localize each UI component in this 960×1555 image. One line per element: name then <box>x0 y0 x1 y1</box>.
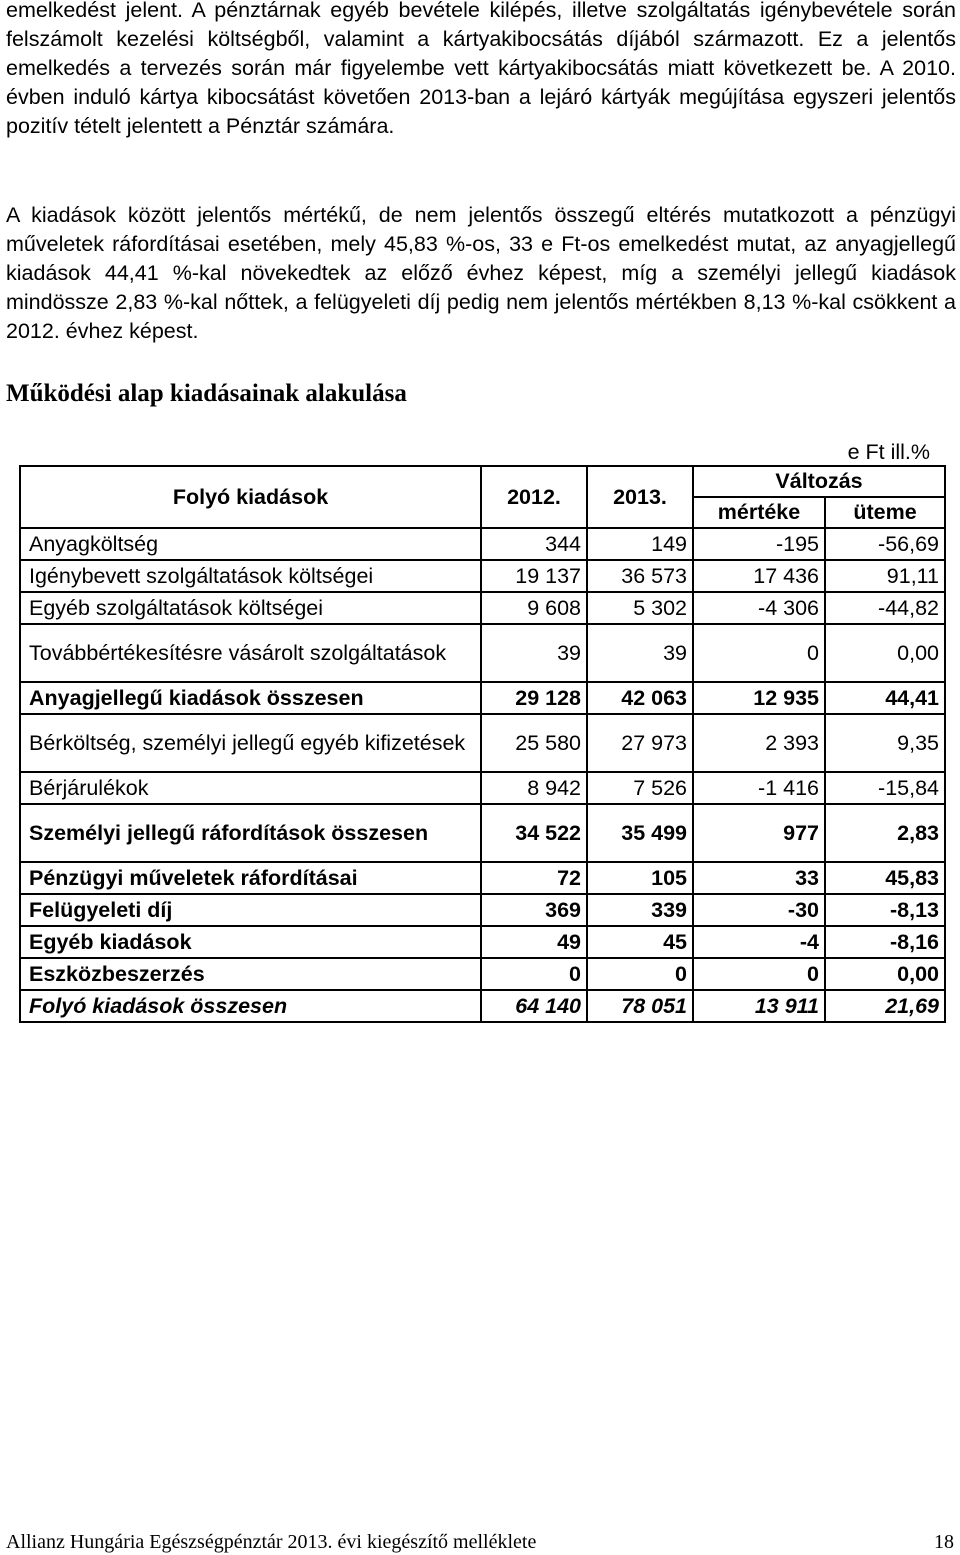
change-rate: 0,00 <box>825 958 945 990</box>
change-rate: -44,82 <box>825 592 945 624</box>
change-amount: 13 911 <box>693 990 825 1022</box>
value-2012: 344 <box>481 528 587 560</box>
table-row <box>20 804 945 862</box>
header-change-amount: mértéke <box>693 497 825 528</box>
row-label: Egyéb kiadások <box>20 926 481 958</box>
value-2013: 39 <box>587 624 693 682</box>
change-rate: 0,00 <box>825 624 945 682</box>
value-2012: 25 580 <box>481 714 587 772</box>
change-amount: 0 <box>693 958 825 990</box>
row-label: Továbbértékesítésre vásárolt szolgáltatások <box>20 624 481 682</box>
table-row <box>20 958 945 990</box>
table-row <box>20 592 945 624</box>
header-change: Változás <box>693 466 945 497</box>
value-2013: 27 973 <box>587 714 693 772</box>
table-row <box>20 990 945 1022</box>
change-rate: 9,35 <box>825 714 945 772</box>
value-2012: 39 <box>481 624 587 682</box>
table-row <box>20 528 945 560</box>
row-label: Folyó kiadások összesen <box>20 990 481 1022</box>
change-rate: 91,11 <box>825 560 945 592</box>
change-rate: 21,69 <box>825 990 945 1022</box>
change-rate: -8,16 <box>825 926 945 958</box>
change-rate: -56,69 <box>825 528 945 560</box>
table-row <box>20 624 945 682</box>
value-2012: 64 140 <box>481 990 587 1022</box>
table-row <box>20 682 945 714</box>
change-amount: -4 306 <box>693 592 825 624</box>
change-amount: 12 935 <box>693 682 825 714</box>
change-amount: 977 <box>693 804 825 862</box>
row-label: Egyéb szolgáltatások költségei <box>20 592 481 624</box>
table-row <box>20 894 945 926</box>
header-year-2012: 2012. <box>481 466 587 528</box>
value-2012: 49 <box>481 926 587 958</box>
change-amount: 17 436 <box>693 560 825 592</box>
table-row <box>20 772 945 804</box>
page-footer <box>6 1530 954 1554</box>
value-2012: 72 <box>481 862 587 894</box>
value-2013: 339 <box>587 894 693 926</box>
unit-note: e Ft ill.% <box>847 440 930 464</box>
row-label: Bérjárulékok <box>20 772 481 804</box>
row-label: Pénzügyi műveletek ráfordításai <box>20 862 481 894</box>
change-amount: -195 <box>693 528 825 560</box>
change-rate: -15,84 <box>825 772 945 804</box>
row-label: Személyi jellegű ráfordítások összesen <box>20 804 481 862</box>
section-title: Működési alap kiadásainak alakulása <box>6 380 407 407</box>
value-2013: 78 051 <box>587 990 693 1022</box>
value-2012: 8 942 <box>481 772 587 804</box>
value-2012: 29 128 <box>481 682 587 714</box>
value-2013: 105 <box>587 862 693 894</box>
change-amount: 2 393 <box>693 714 825 772</box>
header-change-rate: üteme <box>825 497 945 528</box>
table-row <box>20 926 945 958</box>
value-2012: 19 137 <box>481 560 587 592</box>
header-year-2013: 2013. <box>587 466 693 528</box>
table-row <box>20 862 945 894</box>
value-2013: 45 <box>587 926 693 958</box>
table-row <box>20 714 945 772</box>
value-2013: 42 063 <box>587 682 693 714</box>
value-2013: 35 499 <box>587 804 693 862</box>
expenses-table <box>19 465 946 1023</box>
header-label: Folyó kiadások <box>20 466 481 528</box>
value-2012: 0 <box>481 958 587 990</box>
change-amount: 33 <box>693 862 825 894</box>
row-label: Anyagjellegű kiadások összesen <box>20 682 481 714</box>
change-rate: 45,83 <box>825 862 945 894</box>
change-rate: -8,13 <box>825 894 945 926</box>
expenses-paragraph: A kiadások között jelentős mértékű, de nem jelentős összegű eltérés mutatkozott a pénzügyi műveletek ráfordításai esetében, mely 45,83 %-os, 33 e Ft-os emelkedést mutat, az anyagjellegű kiadások 44,41 %-kal növekedtek az előző évhez képest, míg a személyi jellegű kiadások mindössze 2,83 %-kal nőttek, a felügyeleti díj pedig nem jelentős mértékben 8,13 %-kal csökkent a 2012. évhez képest. <box>6 203 956 343</box>
row-label: Igénybevett szolgáltatások költségei <box>20 560 481 592</box>
footer-title: Allianz Hungária Egészségpénztár 2013. évi kiegészítő melléklete <box>6 1531 537 1553</box>
value-2013: 149 <box>587 528 693 560</box>
change-rate: 2,83 <box>825 804 945 862</box>
change-amount: 0 <box>693 624 825 682</box>
row-label: Anyagköltség <box>20 528 481 560</box>
value-2013: 5 302 <box>587 592 693 624</box>
change-amount: -4 <box>693 926 825 958</box>
value-2012: 369 <box>481 894 587 926</box>
value-2013: 0 <box>587 958 693 990</box>
value-2012: 34 522 <box>481 804 587 862</box>
table-row <box>20 560 945 592</box>
page-number: 18 <box>934 1531 954 1553</box>
table-body <box>20 528 945 1022</box>
intro-paragraph: emelkedést jelent. A pénztárnak egyéb bevétele kilépés, illetve szolgáltatás igénybevétele során felszámolt kezelési költségből, valamint a kártyakibocsátás díjából származott. Ez a jelentős emelkedés a tervezés során már figyelembe vett kártyakibocsátás miatt következett be. A 2010. évben induló kártya kibocsátást követően 2013-ban a lejáró kártyák megújítása egyszeri jelentős pozitív tételt jelentett a Pénztár számára. <box>6 0 956 138</box>
change-rate: 44,41 <box>825 682 945 714</box>
row-label: Felügyeleti díj <box>20 894 481 926</box>
row-label: Eszközbeszerzés <box>20 958 481 990</box>
change-amount: -1 416 <box>693 772 825 804</box>
value-2012: 9 608 <box>481 592 587 624</box>
row-label: Bérköltség, személyi jellegű egyéb kifizetések <box>20 714 481 772</box>
value-2013: 36 573 <box>587 560 693 592</box>
change-amount: -30 <box>693 894 825 926</box>
value-2013: 7 526 <box>587 772 693 804</box>
